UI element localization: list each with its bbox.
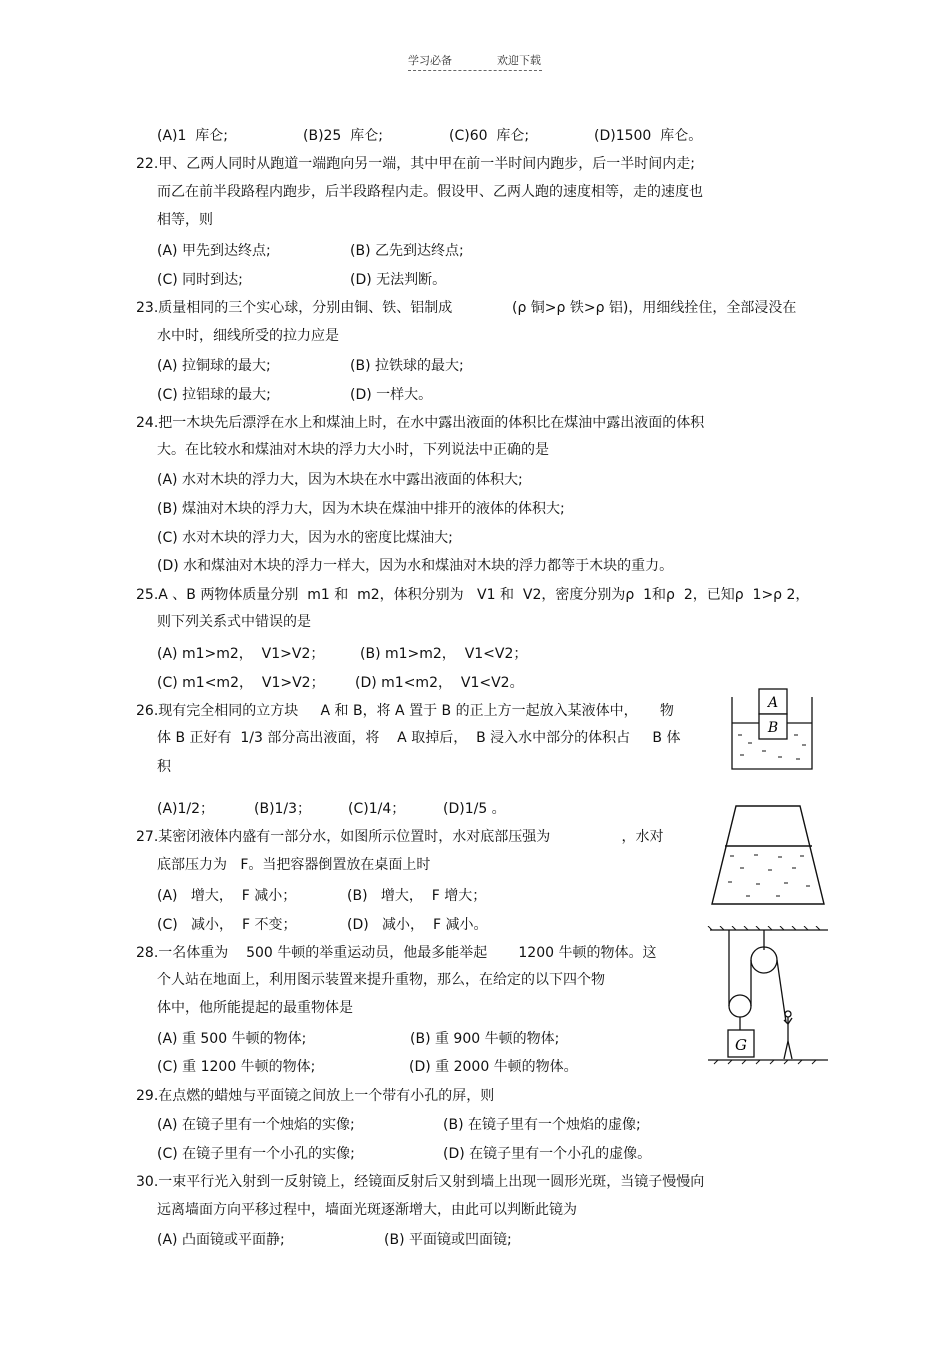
q26-option-d: (D)1/5 。 [443,801,506,817]
q28-line-3: 体中，他所能提起的最重物体是 [157,1000,353,1016]
q21-option-a: (A)1 库仑; [157,128,229,144]
q28-line-1: 28.一名体重为 500 牛顿的举重运动员，他最多能举起 1200 牛顿的物体。这 [136,945,657,961]
q26-fig-label-b: B [767,720,779,736]
q25-option-b: (B) m1>m2， V1<V2； [360,646,528,662]
q21-option-c: (C)60 库仑; [449,128,530,144]
q24-option-b: (B) 煤油对木块的浮力大，因为木块在煤油中排开的液体的体积大; [157,501,565,517]
header-divider [408,70,542,71]
q25-line-1: 25.A 、B 两物体质量分别 m1 和 m2，体积分别为 V1 和 V2，密度分别为ρ 1和ρ 2，已知ρ 1>ρ 2， [136,587,810,603]
q28-fig-label-g: G [735,1036,747,1054]
q28-option-d: (D) 重 2000 牛顿的物体。 [409,1059,578,1075]
q24-line-2: 大。在比较水和煤油对木块的浮力大小时，下列说法中正确的是 [157,442,549,458]
q27-option-b: (B) 增大， F 增大； [347,888,487,904]
q26-line-2: 体 B 正好有 1/3 部分高出液面，将 A 取掉后， B 浸入水中部分的体积占 B 体 [157,730,681,746]
q21-option-b: (B)25 库仑; [303,128,383,144]
q29-option-a: (A) 在镜子里有一个烛焰的实像; [157,1117,355,1133]
q27-line-1: 27.某密闭液体内盛有一部分水，如图所示位置时，水对底部压强为 ，水对 [136,829,664,845]
q24-line-1: 24.把一木块先后漂浮在水上和煤油上时，在水中露出液面的体积比在煤油中露出液面的体积 [136,415,705,431]
q30-line-2: 远离墙面方向平移过程中，墙面光斑逐渐增大，由此可以判断此镜为 [157,1202,577,1218]
q22-line-2: 而乙在前半段路程内跑步，后半段路程内走。假设甲、乙两人跑的速度相等，走的速度也 [157,184,703,200]
q28-option-b: (B) 重 900 牛顿的物体; [410,1031,560,1047]
q26-option-b: (B)1/3； [254,801,312,817]
q26-line-3: 积 [157,759,171,775]
q27-option-a: (A) 增大， F 减小； [157,888,297,904]
q27-option-d: (D) 减小， F 减小。 [347,917,488,933]
q26-option-a: (A)1/2； [157,801,215,817]
q25-option-d: (D) m1<m2， V1<V2。 [355,675,524,691]
q30-option-b: (B) 平面镜或凹面镜; [384,1232,512,1248]
q26-beaker-figure [726,683,818,775]
q29-line: 29.在点燃的蜡烛与平面镜之间放上一个带有小孔的屏，则 [136,1088,495,1104]
q26-line-1: 26.现有完全相同的立方块 A 和 B，将 A 置于 B 的正上方一起放入某液体中， 物 [136,703,674,719]
q22-line-1: 22.甲、乙两人同时从跑道一端跑向另一端，其中甲在前一半时间内跑步，后一半时间内走; [136,156,695,172]
q23-line-2: 水中时，细线所受的拉力应是 [157,328,339,344]
q30-option-a: (A) 凸面镜或平面静; [157,1232,285,1248]
q26-option-c: (C)1/4； [348,801,406,817]
q28-line-2: 个人站在地面上，利用图示装置来提升重物，那么，在给定的以下四个物 [157,972,605,988]
q24-option-c: (C) 水对木块的浮力大，因为水的密度比煤油大; [157,530,453,546]
q23-option-a: (A) 拉铜球的最大; [157,358,271,374]
q21-option-d: (D)1500 库仑。 [594,128,703,144]
q29-option-c: (C) 在镜子里有一个小孔的实像; [157,1146,355,1162]
q23-option-c: (C) 拉铝球的最大; [157,387,271,403]
q24-option-a: (A) 水对木块的浮力大，因为木块在水中露出液面的体积大; [157,472,523,488]
q25-option-c: (C) m1<m2， V1>V2； [157,675,325,691]
header-left: 学习必备 [408,54,452,67]
q30-line-1: 30.一束平行光入射到一反射镜上，经镜面反射后又射到墙上出现一圆形光斑，当镜子慢慢向 [136,1174,705,1190]
q27-option-c: (C) 减小， F 不变； [157,917,297,933]
q23-option-b: (B) 拉铁球的最大; [350,358,464,374]
header-right: 欢迎下载 [497,54,541,67]
q23-line-1b: (ρ 铜>ρ 铁>ρ 铝)，用细线拴住，全部浸没在 [512,300,797,316]
q27-container-figure [706,800,830,908]
q22-option-b: (B) 乙先到达终点; [350,243,464,259]
q22-option-c: (C) 同时到达; [157,272,243,288]
q25-line-2: 则下列关系式中错误的是 [157,614,311,630]
q29-option-d: (D) 在镜子里有一个小孔的虚像。 [443,1146,652,1162]
q24-option-d: (D) 水和煤油对木块的浮力一样大，因为水和煤油对木块的浮力都等于木块的重力。 [157,558,674,574]
q28-pulley-figure [706,926,832,1066]
q26-fig-label-a: A [767,695,779,711]
q28-option-a: (A) 重 500 牛顿的物体; [157,1031,307,1047]
q23-line-1a: 23.质量相同的三个实心球，分别由铜、铁、铝制成 [136,300,453,316]
q29-option-b: (B) 在镜子里有一个烛焰的虚像; [443,1117,641,1133]
q22-option-d: (D) 无法判断。 [350,272,447,288]
q27-line-2: 底部压力为 F。当把容器倒置放在桌面上时 [157,857,431,873]
q25-option-a: (A) m1>m2， V1>V2； [157,646,325,662]
q22-line-3: 相等，则 [157,212,213,228]
q28-option-c: (C) 重 1200 牛顿的物体; [157,1059,316,1075]
q22-option-a: (A) 甲先到达终点; [157,243,271,259]
q23-option-d: (D) 一样大。 [350,387,433,403]
